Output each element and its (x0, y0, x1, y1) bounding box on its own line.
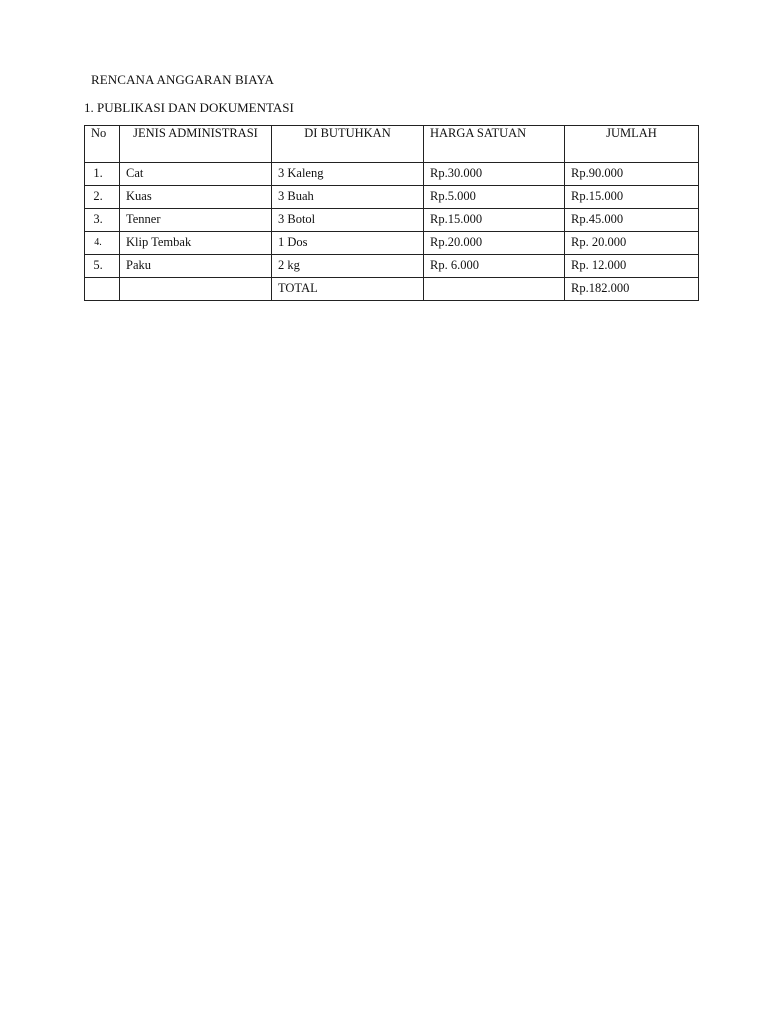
table-row (85, 209, 699, 232)
row-harga: Rp.15.000 (424, 209, 565, 232)
row-no: 1. (85, 163, 120, 186)
total-jumlah: Rp.182.000 (565, 278, 699, 301)
row-no: 3. (85, 209, 120, 232)
table-row (85, 186, 699, 209)
row-jenis: Kuas (120, 186, 272, 209)
header-jumlah: JUMLAH (565, 126, 699, 163)
section-title: 1. PUBLIKASI DAN DOKUMENTASI (84, 100, 294, 115)
row-jenis: Klip Tembak (120, 232, 272, 255)
header-harga-satuan: HARGA SATUAN (424, 126, 565, 163)
row-jenis: Paku (120, 255, 272, 278)
row-jenis: Cat (120, 163, 272, 186)
total-row (85, 278, 699, 301)
row-jumlah: Rp. 20.000 (565, 232, 699, 255)
row-dibutuhkan: 3 Buah (272, 186, 424, 209)
document-title: RENCANA ANGGARAN BIAYA (91, 72, 275, 87)
total-empty-jenis (120, 278, 272, 301)
row-jumlah: Rp.90.000 (565, 163, 699, 186)
header-di-butuhkan: DI BUTUHKAN (272, 126, 424, 163)
table-row (85, 255, 699, 278)
total-empty-harga (424, 278, 565, 301)
row-jumlah: Rp.15.000 (565, 186, 699, 209)
row-jenis: Tenner (120, 209, 272, 232)
row-no: 5. (85, 255, 120, 278)
row-no: 2. (85, 186, 120, 209)
row-harga: Rp.5.000 (424, 186, 565, 209)
total-empty-no (85, 278, 120, 301)
table-row (85, 163, 699, 186)
row-dibutuhkan: 3 Kaleng (272, 163, 424, 186)
table-row (85, 232, 699, 255)
header-jenis-administrasi: JENIS ADMINISTRASI (120, 126, 272, 163)
row-dibutuhkan: 3 Botol (272, 209, 424, 232)
row-dibutuhkan: 1 Dos (272, 232, 424, 255)
total-label: TOTAL (272, 278, 424, 301)
row-harga: Rp.20.000 (424, 232, 565, 255)
row-harga: Rp.30.000 (424, 163, 565, 186)
table-header-row (85, 126, 699, 163)
row-no: 4. (85, 232, 120, 255)
row-jumlah: Rp. 12.000 (565, 255, 699, 278)
row-dibutuhkan: 2 kg (272, 255, 424, 278)
budget-table (84, 125, 699, 301)
row-jumlah: Rp.45.000 (565, 209, 699, 232)
row-harga: Rp. 6.000 (424, 255, 565, 278)
header-no: No (85, 126, 120, 163)
